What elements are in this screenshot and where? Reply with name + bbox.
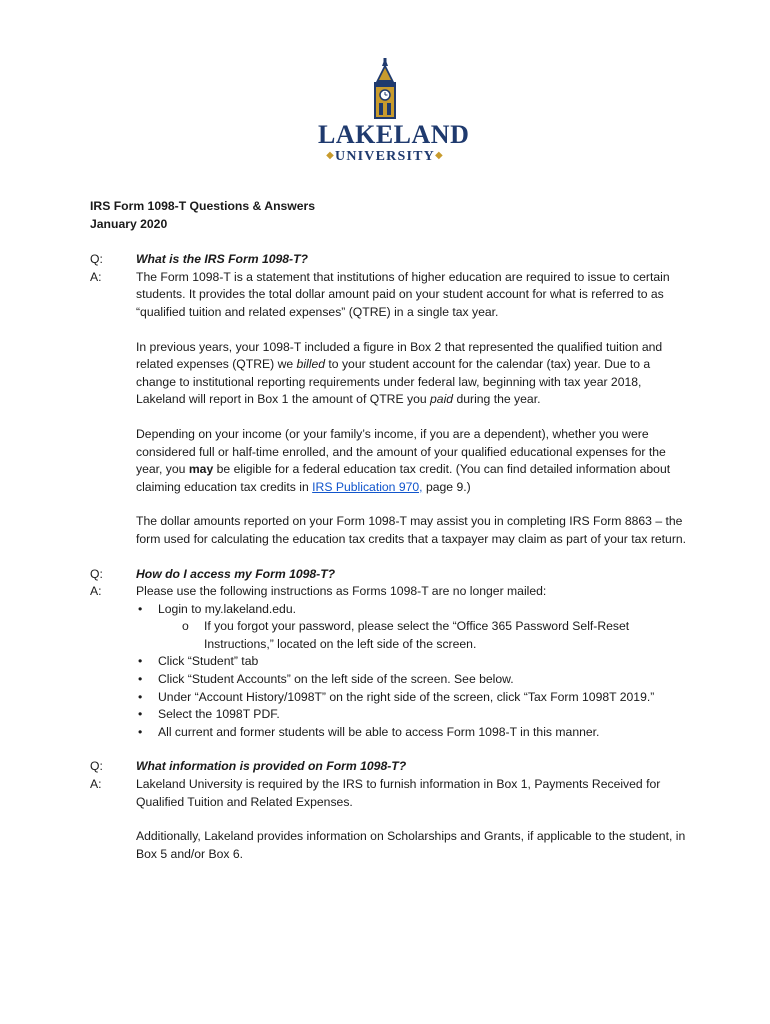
question-3: Q: What information is provided on Form 1098-T?: [90, 759, 407, 774]
document-title: IRS Form 1098-T Questions & Answers: [90, 199, 316, 213]
irs-publication-970-link[interactable]: IRS Publication 970,: [312, 479, 423, 494]
question-1: Q: What is the IRS Form 1098-T?: [90, 252, 309, 267]
answer-3-paragraph-2: Additionally, Lakeland provides information on Scholarships and Grants, if applicable to the student, in Box 5 and/or Box 6.: [136, 829, 686, 861]
list-item: • Click “Student” tab: [136, 653, 690, 671]
list-item: • Select the 1098T PDF.: [136, 706, 690, 724]
logo-wordmark: LAKELAND: [318, 120, 470, 149]
list-item: • Under “Account History/1098T” on the right side of the screen, click “Tax Form 1098T 2019.”: [136, 689, 690, 707]
document-body: [90, 198, 690, 863]
list-item: • All current and former students will be able to access Form 1098-T in this manner.: [136, 724, 690, 742]
answer-2: A: Please use the following instructions as Forms 1098-T are no longer mailed:: [90, 584, 547, 599]
answer-1-paragraph-4: The dollar amounts reported on your Form 1098-T may assist you in completing IRS Form 8863 – the form used for calculating the education tax credits that a taxpayer may claim as part of your tax return.: [136, 514, 687, 546]
clock-tower-icon: [363, 58, 407, 120]
answer-3: A: Lakeland University is required by the IRS to furnish information in Box 1, Payments Received for Qualified Tuition and Related Expenses.: [90, 777, 661, 809]
answer-1-paragraph-3: Depending on your income (or your family’s income, if you are a dependent), whether you were considered full or half-time enrolled, and the amount of your qualified educational expenses for the year, you may be eligible for a federal education tax credit. (You can find detailed information about claiming education tax credits in IRS Publication 970, page 9.): [136, 426, 671, 494]
access-steps-list: [136, 601, 690, 742]
document-date: January 2020: [90, 216, 168, 231]
answer-1-paragraph-2: In previous years, your 1098-T included a figure in Box 2 that represented the qualified tuition and related expenses (QTRE) we billed to your student account for the calendar (tax) year. Due to a change to institutional reporting requirements under federal law, beginning with tax year 2018, Lakeland will report in Box 1 the amount of QTRE you paid during the year.: [136, 339, 663, 407]
answer-1: A: The Form 1098-T is a statement that institutions of higher education are required to issue to certain students. It provides the total dollar amount paid on your student account for what is referred to as “qualified tuition and related expenses” (QTRE) in a single tax year.: [90, 269, 670, 319]
list-item: o If you forgot your password, please select the “Office 365 Password Self-Reset Instructions,” located on the left side of the screen.: [158, 618, 690, 653]
logo-subwordmark: ◆UNIVERSITY◆: [326, 149, 444, 164]
university-logo: [318, 58, 470, 170]
list-item: • Login to my.lakeland.edu. o If you forgot your password, please select the “Office 365 Password Self-Reset Instructions,” located on the left side of the screen.: [136, 601, 690, 654]
question-2: Q: How do I access my Form 1098-T?: [90, 566, 336, 581]
list-item: • Click “Student Accounts” on the left side of the screen. See below.: [136, 671, 690, 689]
